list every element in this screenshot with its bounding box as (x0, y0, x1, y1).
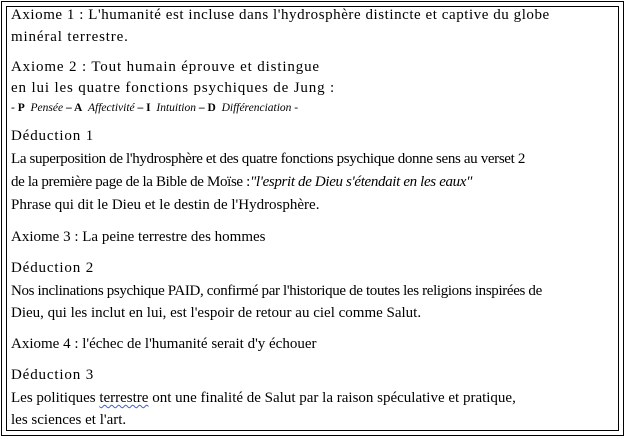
deduction1-line2 (11, 173, 472, 191)
functions-suffix: - (291, 102, 299, 114)
deduction3-line2: les sciences et l'art. (11, 412, 127, 428)
deduction3-line1-end: ont une finalité de Salut par la raison spéculative et pratique, (148, 390, 516, 406)
axiome4-line1: Axiome 4 : l'échec de l'humanité serait d'y échouer (11, 336, 317, 352)
axiome2-line1: Axiome 2 : Tout humain éprouve et distingue (11, 59, 320, 75)
function-d-letter: D (207, 102, 216, 114)
deduction1-title: Déduction 1 (11, 128, 95, 144)
deduction2-line2: Dieu, qui les inclut en lui, est l'espoir de retour au ciel comme Salut. (11, 305, 422, 321)
axiome1-line1: Axiome 1 : L'humanité est incluse dans l'hydrosphère distincte et captive du globe (11, 7, 550, 23)
function-a-word: Affectivité (88, 102, 135, 114)
functions-dash-2: – (134, 102, 147, 114)
deduction3-line1-start: Les politiques (11, 390, 100, 406)
bible-quote: "l'esprit de Dieu s'étendait en les eaux" (249, 174, 473, 190)
function-p-word: Pensée (30, 102, 64, 114)
function-d-word: Différenciation (221, 102, 292, 114)
jung-functions-list (11, 101, 298, 115)
function-i-letter: I (146, 102, 151, 114)
axiome2-line2: en lui les quatre fonctions psychiques de Jung : (11, 80, 336, 96)
deduction2-title: Déduction 2 (11, 260, 95, 276)
deduction3-title: Déduction 3 (11, 367, 95, 383)
functions-dash-3: – (196, 102, 208, 114)
functions-dash-1: – (63, 102, 74, 114)
axiome1-line2: minéral terrestre. (11, 29, 129, 45)
function-a-letter: A (73, 102, 83, 114)
function-p-letter: P (17, 102, 25, 114)
deduction1-line3: Phrase qui dit le Dieu et le destin de l'Hydrosphère. (11, 197, 320, 213)
function-i-word: Intuition (156, 102, 196, 114)
spellcheck-underlined-word: terrestre (99, 390, 149, 406)
axiome3-line1: Axiome 3 : La peine terrestre des hommes (11, 229, 266, 245)
deduction2-line1: Nos inclinations psychique PAID, confirmé par l'historique de toutes les religions inspirées de (11, 283, 542, 299)
deduction3-line1 (11, 389, 516, 407)
functions-prefix: - (11, 102, 18, 114)
deduction1-line2-text: de la première page de la Bible de Moïse : (11, 174, 250, 190)
deduction1-line1: La superposition de l'hydrosphère et des quatre fonctions psychique donne sens au verset 2 (11, 151, 525, 167)
